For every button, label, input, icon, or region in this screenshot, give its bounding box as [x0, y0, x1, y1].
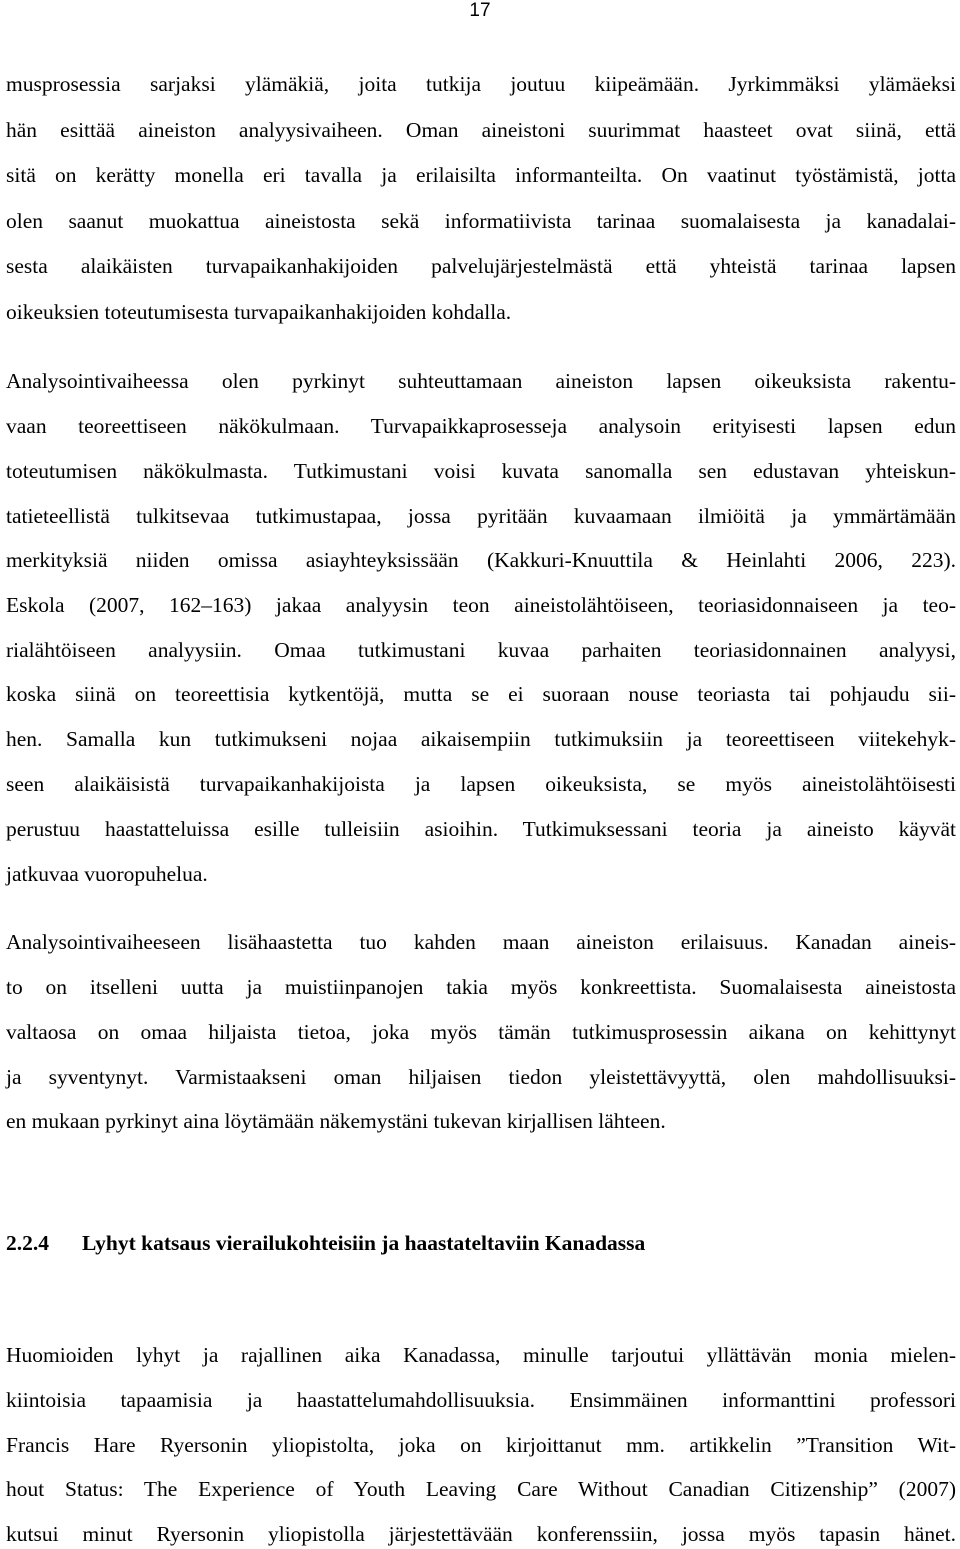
text-line: musprosessia sarjaksi ylämäkiä, joita tutkija joutuu kiipeämään. Jyrkimmäksi ylämäeksi	[6, 72, 956, 96]
section-heading	[6, 1230, 645, 1256]
text-line: koska siinä on teoreettisia kytkentöjä, mutta se ei suoraan nouse teoriasta tai pohjaudu sii-	[6, 682, 956, 706]
text-line: olen saanut muokattua aineistosta sekä informatiivista tarinaa suomalaisesta ja kanadalai-	[6, 209, 956, 233]
text-line: jatkuvaa vuoropuhelua.	[6, 862, 208, 886]
text-line: perustuu haastatteluissa esille tulleisiin asioihin. Tutkimuksessani teoria ja aineisto käyvät	[6, 817, 956, 841]
text-line: kutsui minut Ryersonin yliopistolla järjestettävään konferenssiin, jossa myös tapasin hänet.	[6, 1522, 956, 1546]
text-line: sitä on kerätty monella eri tavalla ja erilaisilta informanteilta. On vaatinut työstämistä, jotta	[6, 163, 956, 187]
text-line: sesta alaikäisten turvapaikanhakijoiden palvelujärjestelmästä että yhteistä tarinaa lapsen	[6, 254, 956, 278]
section-title: Lyhyt katsaus vierailukohteisiin ja haastateltaviin Kanadassa	[82, 1231, 646, 1255]
text-line: ja syventynyt. Varmistaakseni oman hiljaisen tiedon yleistettävyyttä, olen mahdollisuuksi-	[6, 1065, 956, 1089]
text-line: seen alaikäisistä turvapaikanhakijoista ja lapsen oikeuksista, se myös aineistolähtöisesti	[6, 772, 956, 796]
text-line: oikeuksien toteutumisesta turvapaikanhakijoiden kohdalla.	[6, 300, 512, 324]
text-line: Huomioiden lyhyt ja rajallinen aika Kanadassa, minulle tarjoutui yllättävän monia mielen-	[6, 1343, 956, 1367]
text-line: rialähtöiseen analyysiin. Omaa tutkimustani kuvaa parhaiten teoriasidonnainen analyysi,	[6, 638, 956, 662]
text-line: valtaosa on omaa hiljaista tietoa, joka myös tämän tutkimusprosessin aikana on kehittynyt	[6, 1020, 956, 1044]
text-line: toteutumisen näkökulmasta. Tutkimustani voisi kuvata sanomalla sen edustavan yhteiskun-	[6, 459, 956, 483]
text-line: vaan teoreettiseen näkökulmaan. Turvapaikkaprosesseja analysoin erityisesti lapsen edun	[6, 414, 956, 438]
text-line: Analysointivaiheessa olen pyrkinyt suhteuttamaan aineiston lapsen oikeuksista rakentu-	[6, 369, 956, 393]
text-line: hout Status: The Experience of Youth Leaving Care Without Canadian Citizenship” (2007)	[6, 1477, 956, 1501]
text-line: merkityksiä niiden omissa asiayhteyksissään (Kakkuri-Knuuttila & Heinlahti 2006, 223).	[6, 548, 956, 572]
page-number: 17	[469, 0, 491, 21]
text-line: en mukaan pyrkinyt aina löytämään näkemystäni tukevan kirjallisen lähteen.	[6, 1109, 666, 1133]
text-line: hen. Samalla kun tutkimukseni nojaa aikaisempiin tutkimuksiin ja teoreettiseen viitekehyk-	[6, 727, 956, 751]
text-line: hän esittää aineiston analyysivaiheen. Oman aineistoni suurimmat haasteet ovat siinä, että	[6, 118, 956, 142]
text-line: tatieteellistä tulkitsevaa tutkimustapaa, jossa pyritään kuvaamaan ilmiöitä ja ymmärtämään	[6, 504, 956, 528]
text-line: Eskola (2007, 162–163) jakaa analyysin teon aineistolähtöiseen, teoriasidonnaiseen ja teo-	[6, 593, 956, 617]
text-line: to on itselleni uutta ja muistiinpanojen takia myös konkreettista. Suomalaisesta aineistosta	[6, 975, 956, 999]
text-line: Analysointivaiheeseen lisähaastetta tuo kahden maan aineiston erilaisuus. Kanadan aineis-	[6, 930, 956, 954]
section-number: 2.2.4	[6, 1231, 49, 1255]
text-line: Francis Hare Ryersonin yliopistolta, joka on kirjoittanut mm. artikkelin ”Transition Wit-	[6, 1433, 956, 1457]
text-line: kiintoisia tapaamisia ja haastattelumahdollisuuksia. Ensimmäinen informanttini professori	[6, 1388, 956, 1412]
